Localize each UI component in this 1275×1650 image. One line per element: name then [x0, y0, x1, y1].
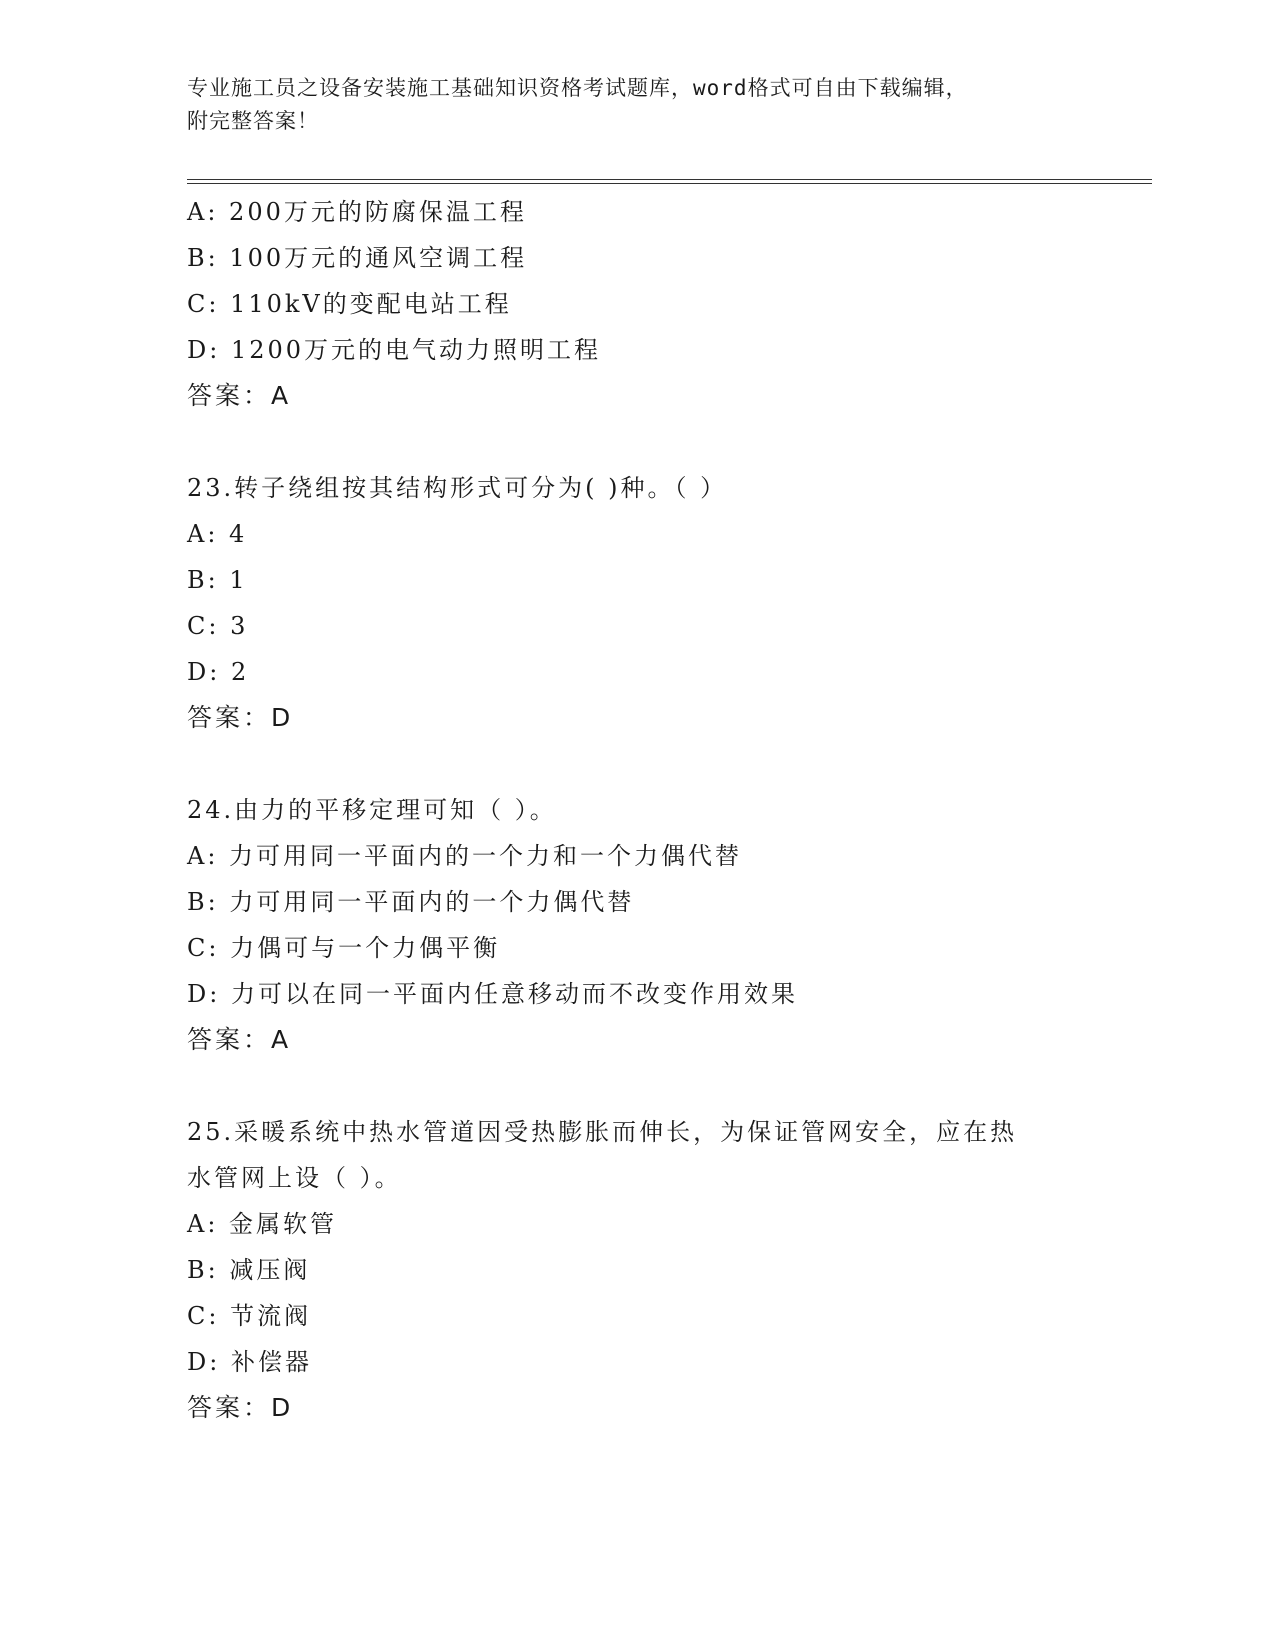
question-text-line-2: 水管网上设（ ）。: [187, 1164, 402, 1192]
option-a: A: 4: [187, 520, 248, 548]
header-divider-bottom: [187, 183, 1152, 184]
question-24: [187, 787, 1087, 1063]
answer-value: A: [271, 381, 290, 410]
question-text: 23.转子绕组按其结构形式可分为( )种。（ ）: [187, 474, 728, 502]
answer-value: D: [271, 703, 292, 732]
answer-label: 答案：: [187, 1025, 272, 1054]
header-divider-top: [187, 179, 1152, 180]
answer-label: 答案：: [187, 381, 272, 410]
option-d: D: 力可以在同一平面内任意移动而不改变作用效果: [187, 980, 798, 1008]
spacer: [187, 741, 1087, 787]
option-b: B: 100万元的通风空调工程: [187, 244, 528, 272]
option-a: A: 力可用同一平面内的一个力和一个力偶代替: [187, 842, 743, 870]
answer-value: A: [271, 1025, 290, 1054]
answer-label: 答案：: [187, 703, 272, 732]
question-23: [187, 465, 1087, 741]
header-line-1: 专业施工员之设备安装施工基础知识资格考试题库，word格式可自由下载编辑，: [187, 76, 968, 100]
option-a: A: 金属软管: [187, 1210, 338, 1238]
option-d: D: 2: [187, 658, 250, 686]
question-content: [187, 189, 1087, 1431]
answer-label: 答案：: [187, 1393, 272, 1422]
answer-line: [187, 373, 1087, 419]
option-b: B: 力可用同一平面内的一个力偶代替: [187, 888, 635, 916]
answer-line: [187, 695, 1087, 741]
question-22-continued: [187, 189, 1087, 419]
question-text-line-1: 25.采暖系统中热水管道因受热膨胀而伸长，为保证管网安全，应在热: [187, 1118, 1018, 1146]
question-text: 24.由力的平移定理可知（ ）。: [187, 796, 557, 824]
spacer: [187, 1063, 1087, 1109]
option-d: D: 1200万元的电气动力照明工程: [187, 336, 602, 364]
question-25: [187, 1109, 1087, 1431]
option-b: B: 减压阀: [187, 1256, 311, 1284]
option-c: C: 节流阀: [187, 1302, 312, 1330]
option-b: B: 1: [187, 566, 248, 594]
option-c: C: 力偶可与一个力偶平衡: [187, 934, 501, 962]
option-a: A: 200万元的防腐保温工程: [187, 198, 527, 226]
option-c: C: 110kV的变配电站工程: [187, 290, 512, 318]
answer-line: [187, 1385, 1087, 1431]
header-line-2: 附完整答案！: [187, 109, 319, 133]
document-header: [187, 72, 1087, 138]
spacer: [187, 419, 1087, 465]
option-d: D: 补偿器: [187, 1348, 312, 1376]
answer-line: [187, 1017, 1087, 1063]
answer-value: D: [271, 1393, 292, 1422]
option-c: C: 3: [187, 612, 249, 640]
